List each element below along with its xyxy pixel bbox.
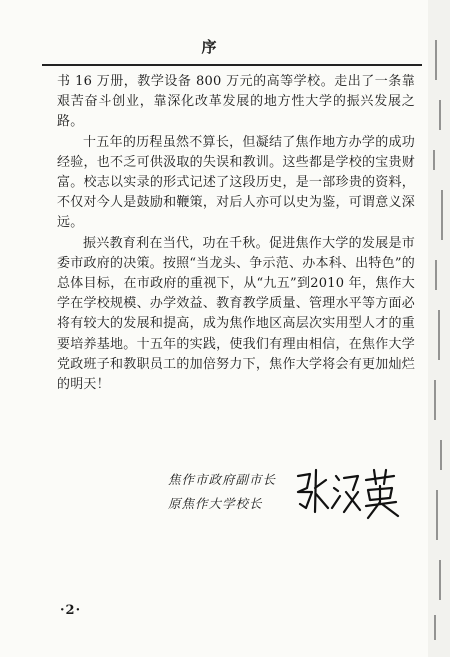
page-header-title: 序 <box>201 38 219 56</box>
signer-title-1: 焦作市政府副市长 <box>168 472 277 487</box>
paragraph-2: 十五年的历程虽然不算长，但凝结了焦作地方办学的成功经验，也不乏可供汲取的失误和教训。这些都是学校的宝贵财富。校志以实录的形式记述了这段历史，是一部珍贵的资料，不仅对今人是鼓励和鞭策，对后人亦可以史为鉴，可谓意义深远。 <box>57 134 415 231</box>
paragraph-1: 书 16 万册，教学设备 800 万元的高等学校。走出了一条靠艰苦奋斗创业，靠深化改革发展的地方性大学的振兴发展之路。 <box>57 74 415 130</box>
page-number: ·2· <box>60 603 82 618</box>
body-text <box>57 72 415 395</box>
page-edge-shadow <box>428 0 450 657</box>
header-rule <box>42 64 422 66</box>
signer-title-2: 原焦作大学校长 <box>168 496 263 511</box>
paragraph-3: 振兴教育利在当代，功在千秋。促进焦作大学的发展是市委市政府的决策。按照“当龙头、争示范、办本科、出特色”的总体目标，在市政府的重视下，从“九五”到2010 年，焦作大学在学校规模、办学效益、教育教学质量、管理水平等方面必将有较大的发展和提高，成为焦作地区高层次实用型人才的重要培养基地。十五年的实践，使我们有理由相信，在焦作大学党政班子和教职员工的加倍努力下，焦作大学将会有更加灿烂的明天！ <box>57 235 415 393</box>
handwritten-signature <box>290 462 405 522</box>
